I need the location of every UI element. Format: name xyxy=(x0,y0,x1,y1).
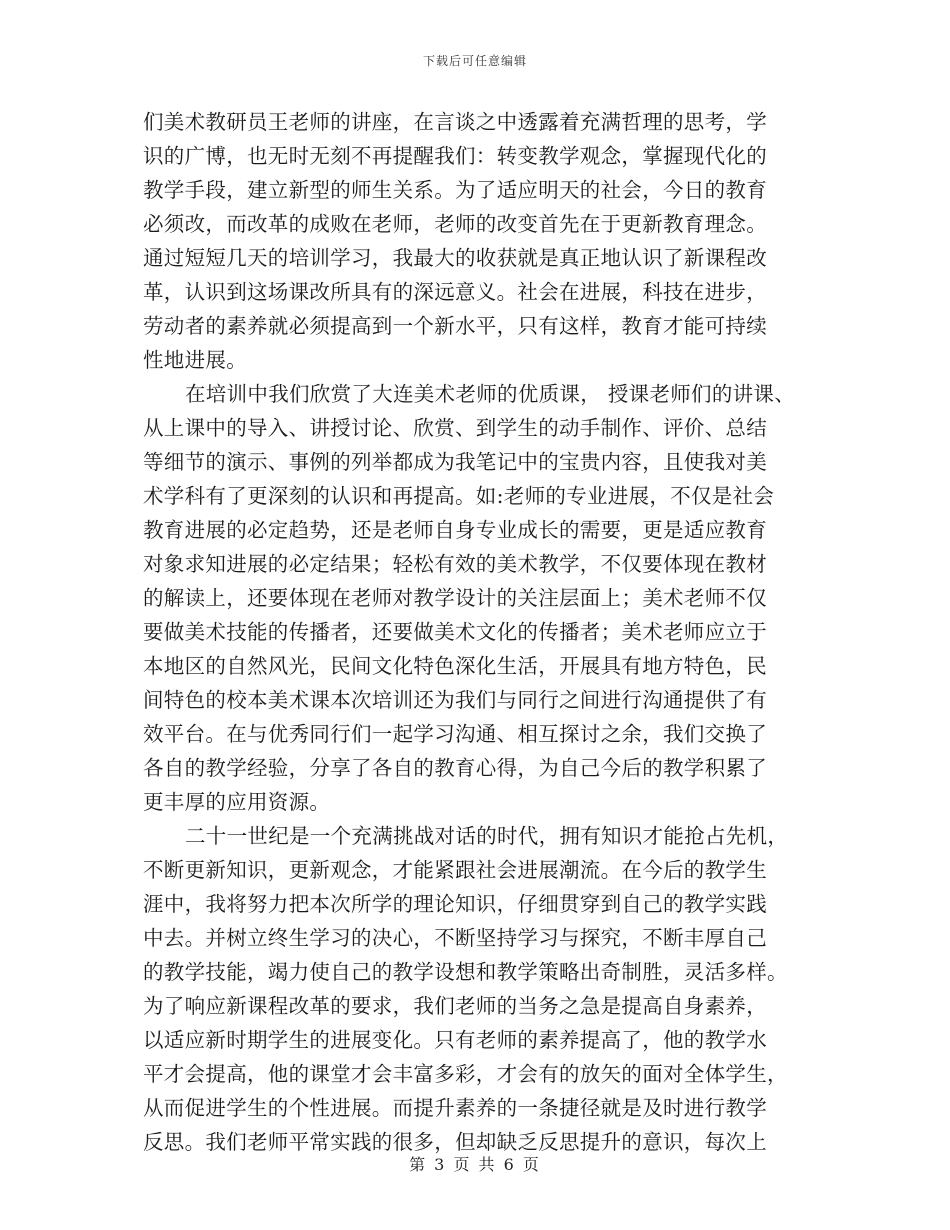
paragraph xyxy=(143,819,823,1159)
text-line: 教育进展的必定趋势，还是老师自身专业成长的需要，更是适应教育 xyxy=(143,518,767,542)
text-line: 更丰厚的应用资源。 xyxy=(143,790,331,814)
page-number: 第 3 页 共 6 页 xyxy=(409,1155,541,1174)
text-line: 平才会提高，他的课堂才会丰富多彩，才会有的放矢的面对全体学生， xyxy=(143,1062,788,1086)
text-line: 在培训中我们欣赏了大连美术老师的优质课， 授课老师们的讲课、 xyxy=(185,382,796,406)
text-line: 效平台。在与优秀同行们一起学习沟通、相互探讨之余，我们交换了 xyxy=(143,722,767,746)
text-line: 为了响应新课程改革的要求，我们老师的当务之急是提高自身素养， xyxy=(143,994,767,1018)
text-line: 从上课中的导入、讲授讨论、欣赏、到学生的动手制作、评价、总结 xyxy=(143,416,767,440)
text-line: 本地区的自然风光，民间文化特色深化生活，开展具有地方特色，民 xyxy=(143,654,767,678)
text-line: 性地进展。 xyxy=(143,348,247,372)
paragraph xyxy=(143,377,823,819)
text-line: 必须改，而改革的成败在老师，老师的改变首先在于更新教育理念。 xyxy=(143,212,767,236)
text-line: 劳动者的素养就必须提高到一个新水平，只有这样，教育才能可持续 xyxy=(143,314,767,338)
text-line: 要做美术技能的传播者，还要做美术文化的传播者；美术老师应立于 xyxy=(143,620,767,644)
text-line: 的解读上，还要体现在老师对教学设计的关注层面上；美术老师不仅 xyxy=(143,586,767,610)
text-line: 从而促进学生的个性进展。而提升素养的一条捷径就是及时进行教学 xyxy=(143,1096,767,1120)
document-body xyxy=(143,105,823,1159)
text-line: 的教学技能，竭力使自己的教学设想和教学策略出奇制胜，灵活多样。 xyxy=(143,960,788,984)
text-line: 通过短短几天的培训学习，我最大的收获就是真正地认识了新课程改 xyxy=(143,246,767,270)
paragraph xyxy=(143,105,823,377)
text-line: 涯中，我将努力把本次所学的理论知识，仔细贯穿到自己的教学实践 xyxy=(143,892,767,916)
text-line: 等细节的演示、事例的列举都成为我笔记中的宝贵内容，且使我对美 xyxy=(143,450,767,474)
text-line: 各自的教学经验，分享了各自的教育心得，为自己今后的教学积累了 xyxy=(143,756,767,780)
text-line: 们美术教研员王老师的讲座，在言谈之中透露着充满哲理的思考，学 xyxy=(143,110,767,134)
text-line: 以适应新时期学生的进展变化。只有老师的素养提高了，他的教学水 xyxy=(143,1028,767,1052)
text-line: 中去。并树立终生学习的决心，不断坚持学习与探究，不断丰厚自己 xyxy=(143,926,767,950)
text-line: 反思。我们老师平常实践的很多，但却缺乏反思提升的意识，每次上 xyxy=(143,1130,767,1154)
text-line: 对象求知进展的必定结果；轻松有效的美术教学，不仅要体现在教材 xyxy=(143,552,767,576)
page-header: 下载后可任意编辑 xyxy=(422,54,527,68)
text-line: 革，认识到这场课改所具有的深远意义。社会在进展，科技在进步， xyxy=(143,280,767,304)
text-line: 不断更新知识，更新观念，才能紧跟社会进展潮流。在今后的教学生 xyxy=(143,858,767,882)
text-line: 二十一世纪是一个充满挑战对话的时代，拥有知识才能抢占先机， xyxy=(185,824,789,848)
text-line: 术学科有了更深刻的认识和再提高。如:老师的专业进展，不仅是社会 xyxy=(143,484,775,508)
text-line: 教学手段，建立新型的师生关系。为了适应明天的社会，今日的教育 xyxy=(143,178,767,202)
text-line: 间特色的校本美术课本次培训还为我们与同行之间进行沟通提供了有 xyxy=(143,688,767,712)
text-line: 识的广博，也无时无刻不再提醒我们：转变教学观念，掌握现代化的 xyxy=(143,144,767,168)
